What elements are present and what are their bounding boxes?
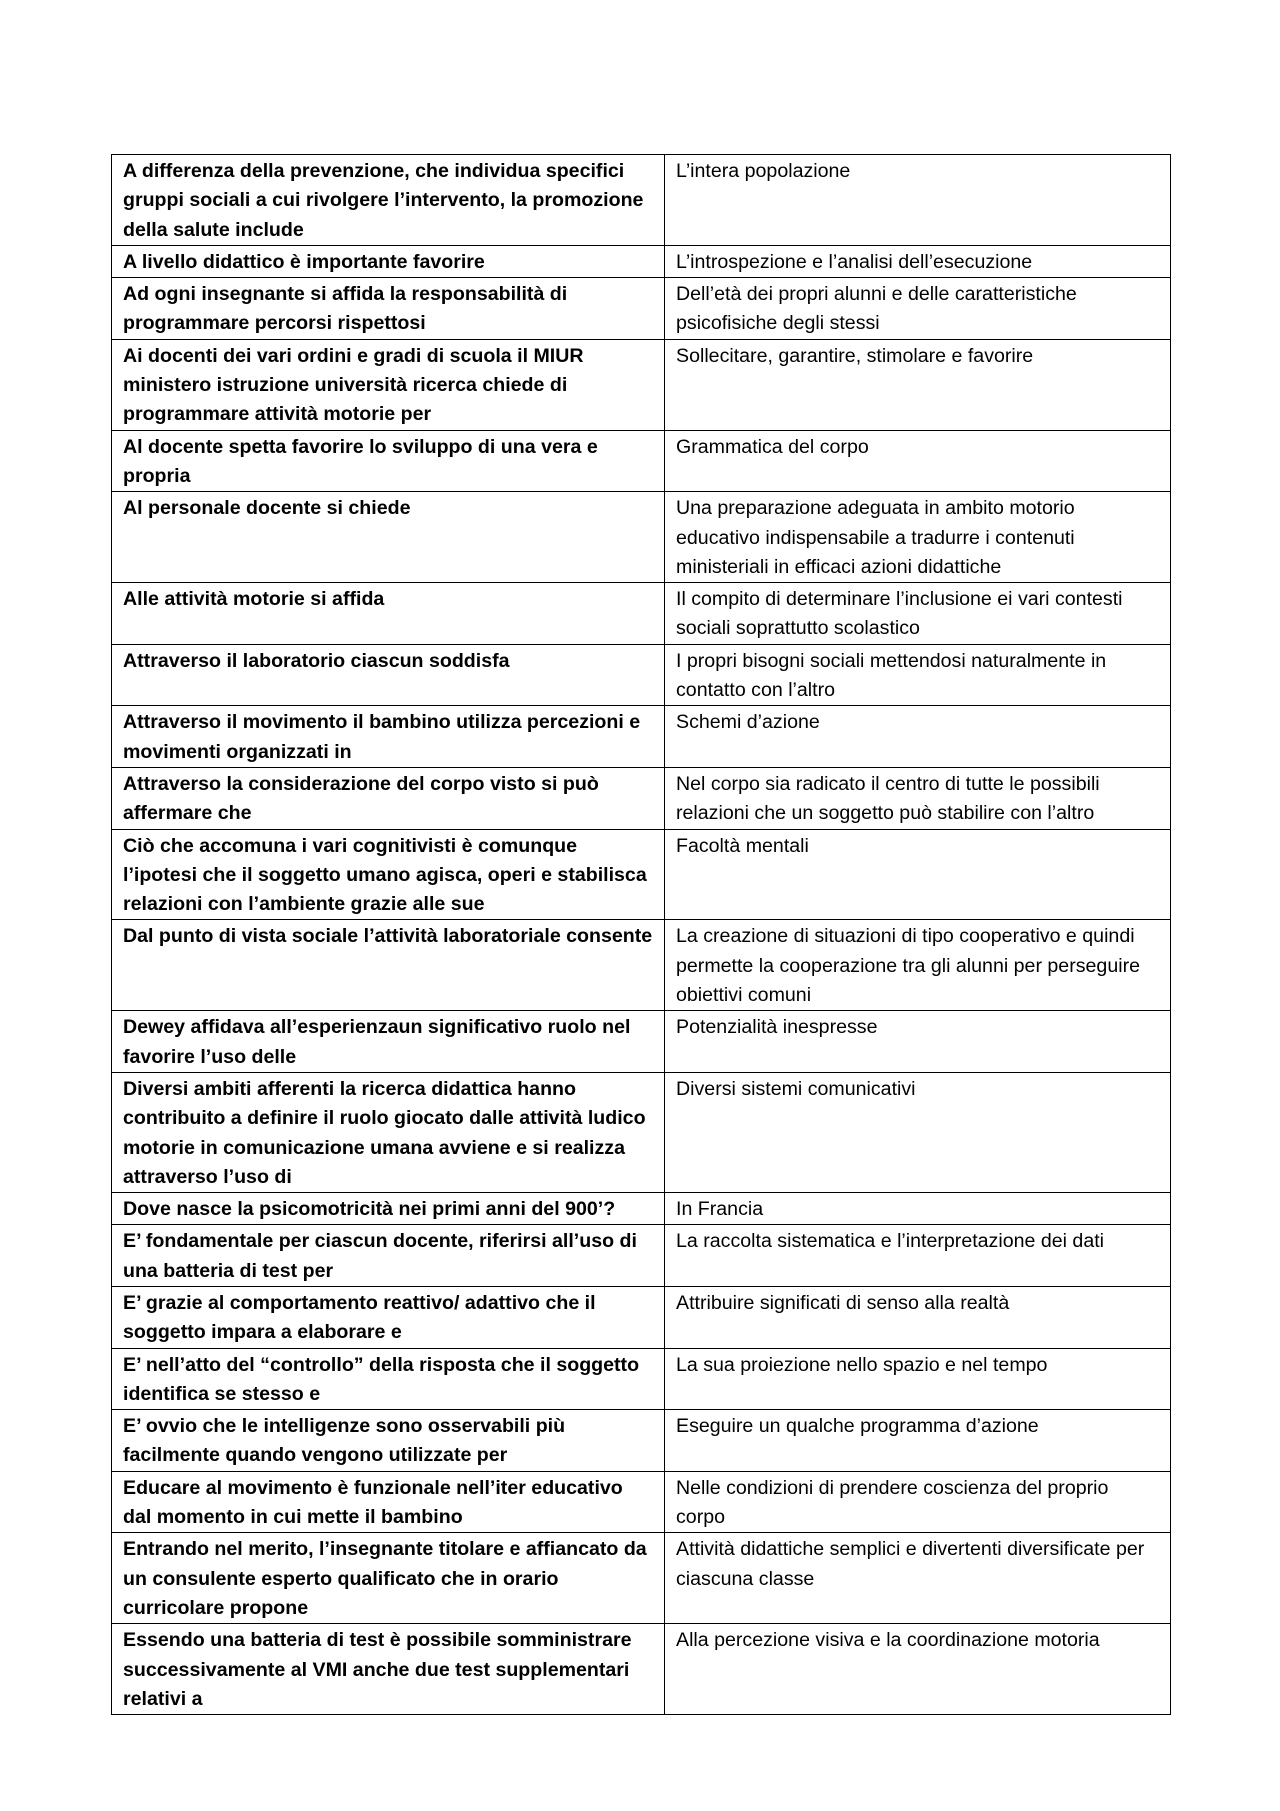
answer-cell: Potenzialità inespresse xyxy=(665,1011,1171,1073)
answer-cell: Nel corpo sia radicato il centro di tutte le possibili relazioni che un soggetto può stabilire con l’altro xyxy=(665,767,1171,829)
question-cell: Attraverso il movimento il bambino utilizza percezioni e movimenti organizzati in xyxy=(112,706,665,768)
question-cell: Diversi ambiti afferenti la ricerca didattica hanno contribuito a definire il ruolo giocato dalle attività ludico motorie in comunicazione umana avviene e si realizza attraverso l’uso di xyxy=(112,1072,665,1192)
table-row xyxy=(112,920,1171,1011)
answer-cell: Attività didattiche semplici e divertenti diversificate per ciascuna classe xyxy=(665,1533,1171,1624)
answer-cell: I propri bisogni sociali mettendosi naturalmente in contatto con l’altro xyxy=(665,644,1171,706)
answer-cell: Dell’età dei propri alunni e delle caratteristiche psicofisiche degli stessi xyxy=(665,278,1171,340)
table-row xyxy=(112,1348,1171,1410)
question-cell: Ciò che accomuna i vari cognitivisti è comunque l’ipotesi che il soggetto umano agisca, operi e stabilisca relazioni con l’ambiente grazie alle sue xyxy=(112,829,665,920)
answer-cell: Facoltà mentali xyxy=(665,829,1171,920)
table-row xyxy=(112,492,1171,583)
question-cell: Al docente spetta favorire lo sviluppo di una vera e propria xyxy=(112,430,665,492)
question-cell: E’ nell’atto del “controllo” della risposta che il soggetto identifica se stesso e xyxy=(112,1348,665,1410)
question-cell: A differenza della prevenzione, che individua specifici gruppi sociali a cui rivolgere l’intervento, la promozione della salute include xyxy=(112,155,665,246)
question-cell: Al personale docente si chiede xyxy=(112,492,665,583)
qa-table-body xyxy=(112,155,1171,1715)
table-row xyxy=(112,278,1171,340)
question-cell: Ai docenti dei vari ordini e gradi di scuola il MIUR ministero istruzione università ricerca chiede di programmare attività motorie per xyxy=(112,339,665,430)
table-row xyxy=(112,644,1171,706)
answer-cell: La raccolta sistematica e l’interpretazione dei dati xyxy=(665,1225,1171,1287)
table-row xyxy=(112,1072,1171,1192)
answer-cell: L’introspezione e l’analisi dell’esecuzione xyxy=(665,245,1171,277)
qa-table xyxy=(111,154,1171,1715)
question-cell: Entrando nel merito, l’insegnante titolare e affiancato da un consulente esperto qualificato che in orario curricolare propone xyxy=(112,1533,665,1624)
answer-cell: Schemi d’azione xyxy=(665,706,1171,768)
table-row xyxy=(112,1193,1171,1225)
answer-cell: Attribuire significati di senso alla realtà xyxy=(665,1286,1171,1348)
answer-cell: Il compito di determinare l’inclusione ei vari contesti sociali soprattutto scolastico xyxy=(665,583,1171,645)
answer-cell: Diversi sistemi comunicativi xyxy=(665,1072,1171,1192)
answer-cell: La creazione di situazioni di tipo cooperativo e quindi permette la cooperazione tra gli alunni per perseguire obiettivi comuni xyxy=(665,920,1171,1011)
question-cell: Essendo una batteria di test è possibile somministrare successivamente al VMI anche due test supplementari relativi a xyxy=(112,1624,665,1715)
table-row xyxy=(112,1471,1171,1533)
question-cell: A livello didattico è importante favorire xyxy=(112,245,665,277)
answer-cell: In Francia xyxy=(665,1193,1171,1225)
answer-cell: Grammatica del corpo xyxy=(665,430,1171,492)
table-row xyxy=(112,1533,1171,1624)
table-row xyxy=(112,1286,1171,1348)
question-cell: Dal punto di vista sociale l’attività laboratoriale consente xyxy=(112,920,665,1011)
table-row xyxy=(112,155,1171,246)
question-cell: Attraverso il laboratorio ciascun soddisfa xyxy=(112,644,665,706)
table-row xyxy=(112,245,1171,277)
answer-cell: Alla percezione visiva e la coordinazione motoria xyxy=(665,1624,1171,1715)
table-row xyxy=(112,706,1171,768)
table-row xyxy=(112,1410,1171,1472)
question-cell: E’ ovvio che le intelligenze sono osservabili più facilmente quando vengono utilizzate per xyxy=(112,1410,665,1472)
answer-cell: Eseguire un qualche programma d’azione xyxy=(665,1410,1171,1472)
table-row xyxy=(112,430,1171,492)
answer-cell: Sollecitare, garantire, stimolare e favorire xyxy=(665,339,1171,430)
question-cell: Alle attività motorie si affida xyxy=(112,583,665,645)
question-cell: Educare al movimento è funzionale nell’iter educativo dal momento in cui mette il bambino xyxy=(112,1471,665,1533)
table-row xyxy=(112,767,1171,829)
answer-cell: L’intera popolazione xyxy=(665,155,1171,246)
question-cell: E’ fondamentale per ciascun docente, riferirsi all’uso di una batteria di test per xyxy=(112,1225,665,1287)
question-cell: Ad ogni insegnante si affida la responsabilità di programmare percorsi rispettosi xyxy=(112,278,665,340)
table-row xyxy=(112,1225,1171,1287)
table-row xyxy=(112,1624,1171,1715)
question-cell: Dewey affidava all’esperienzaun significativo ruolo nel favorire l’uso delle xyxy=(112,1011,665,1073)
question-cell: Attraverso la considerazione del corpo visto si può affermare che xyxy=(112,767,665,829)
answer-cell: Una preparazione adeguata in ambito motorio educativo indispensabile a tradurre i contenuti ministeriali in efficaci azioni didattiche xyxy=(665,492,1171,583)
table-row xyxy=(112,1011,1171,1073)
answer-cell: La sua proiezione nello spazio e nel tempo xyxy=(665,1348,1171,1410)
question-cell: Dove nasce la psicomotricità nei primi anni del 900’? xyxy=(112,1193,665,1225)
table-row xyxy=(112,339,1171,430)
table-row xyxy=(112,829,1171,920)
table-row xyxy=(112,583,1171,645)
answer-cell: Nelle condizioni di prendere coscienza del proprio corpo xyxy=(665,1471,1171,1533)
question-cell: E’ grazie al comportamento reattivo/ adattivo che il soggetto impara a elaborare e xyxy=(112,1286,665,1348)
